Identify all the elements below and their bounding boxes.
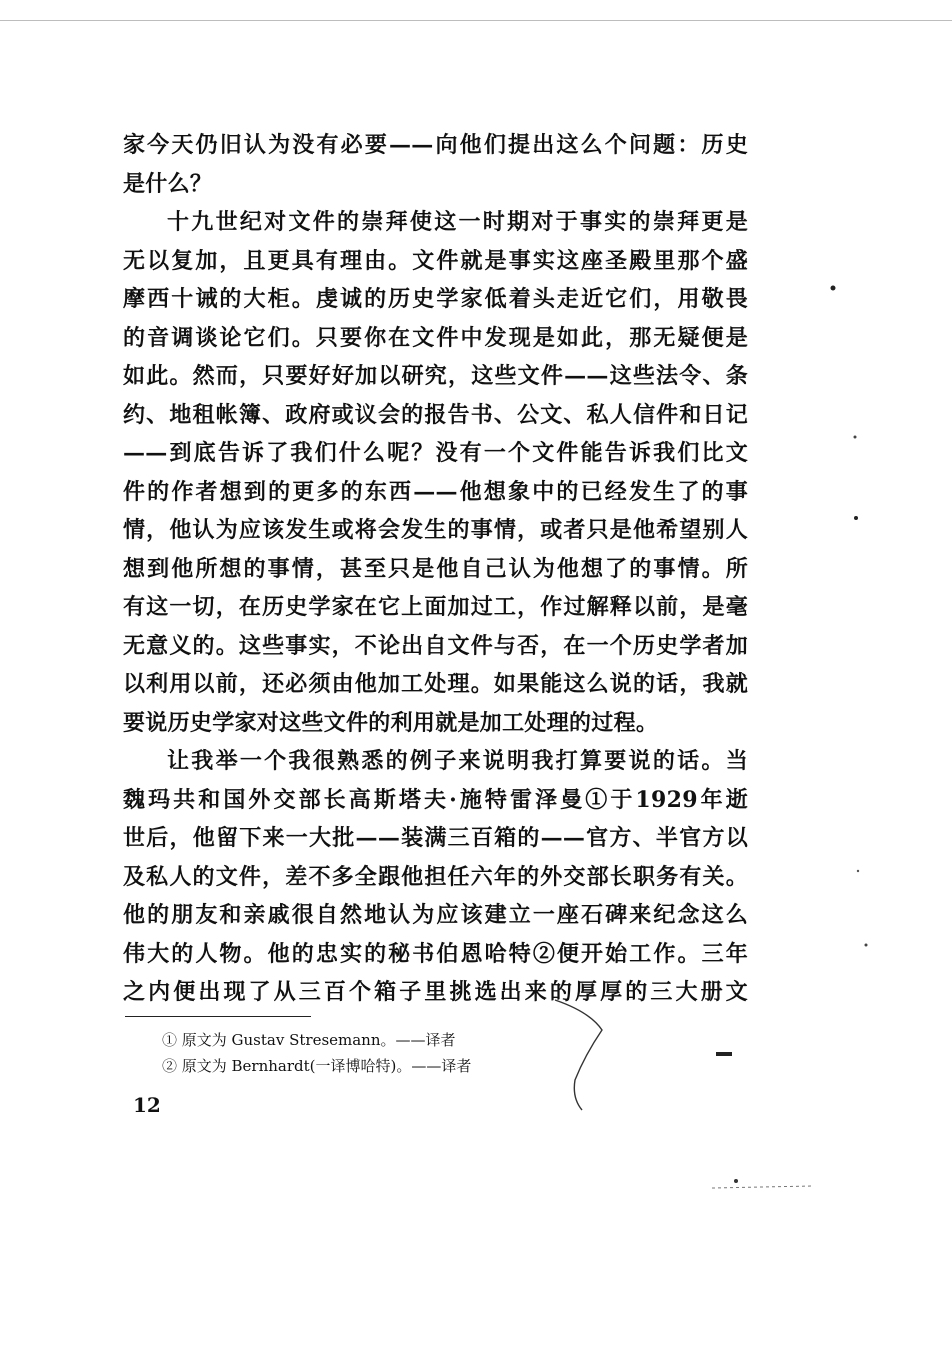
text-line: 的音调谈论它们。只要你在文件中发现是如此，那无疑便是	[123, 324, 748, 351]
speck	[716, 1052, 732, 1056]
bottom-right-scan-edge	[712, 1186, 812, 1188]
text-line: 世后，他留下来一大批——装满三百箱的——官方、半官方以	[123, 825, 748, 851]
text-line: 情，他认为应该发生或将会发生的事情，或者只是他希望别人	[123, 517, 748, 543]
text-line: 及私人的文件，差不多全跟他担任六年的外交部长职务有关。	[123, 863, 748, 890]
text-line: 件的作者想到的更多的东西——他想象中的已经发生了的事	[123, 478, 748, 505]
text-line: ——到底告诉了我们什么呢？没有一个文件能告诉我们比文	[123, 440, 748, 466]
speck	[857, 870, 859, 872]
text-line: 无意义的。这些事实，不论出自文件与否，在一个历史学者加	[123, 632, 748, 659]
footnote-1: ① 原文为 Gustav Stresemann。——译者	[162, 1031, 456, 1049]
text-line: 让我举一个我很熟悉的例子来说明我打算要说的话。当	[167, 748, 748, 774]
text-line: 魏玛共和国外交部长高斯塔夫·施特雷泽曼①于1929年逝	[123, 786, 748, 813]
text-line: 约、地租帐簿、政府或议会的报告书、公文、私人信件和日记	[123, 401, 748, 428]
text-line: 家今天仍旧认为没有必要——向他们提出这么个问题：历史	[123, 132, 748, 158]
speck	[854, 436, 857, 439]
text-line: 要说历史学家对这些文件的利用就是加工处理的过程。	[123, 709, 659, 736]
text-line: 摩西十诫的大柜。虔诚的历史学家低着头走近它们，用敬畏	[123, 286, 748, 312]
speck	[854, 516, 858, 520]
footnote-2: ② 原文为 Bernhardt(一译博哈特)。——译者	[162, 1057, 472, 1075]
speck	[831, 286, 836, 291]
text-line: 无以复加，且更具有理由。文件就是事实这座圣殿里那个盛	[123, 247, 748, 274]
text-line: 有这一切，在历史学家在它上面加过工，作过解释以前，是毫	[123, 594, 748, 620]
speck	[865, 944, 868, 947]
text-line: 想到他所想的事情，甚至只是他自己认为他想了的事情。所	[123, 555, 748, 582]
text-line: 伟大的人物。他的忠实的秘书伯恩哈特②便开始工作。三年	[123, 940, 748, 967]
handwritten-bracket-mark	[555, 1000, 602, 1110]
text-line: 之内便出现了从三百个箱子里挑选出来的厚厚的三大册文	[123, 979, 748, 1005]
page-number: 12	[133, 1093, 161, 1117]
text-line: 如此。然而，只要好好加以研究，这些文件——这些法令、条	[123, 363, 748, 389]
text-line: 是什么？	[123, 170, 213, 197]
text-line: 十九世纪对文件的崇拜使这一时期对于事实的崇拜更是	[167, 209, 748, 235]
speck	[734, 1179, 738, 1183]
text-line: 以利用以前，还必须由他加工处理。如果能这么说的话，我就	[123, 671, 748, 697]
text-line: 他的朋友和亲戚很自然地认为应该建立一座石碑来纪念这么	[123, 902, 748, 928]
